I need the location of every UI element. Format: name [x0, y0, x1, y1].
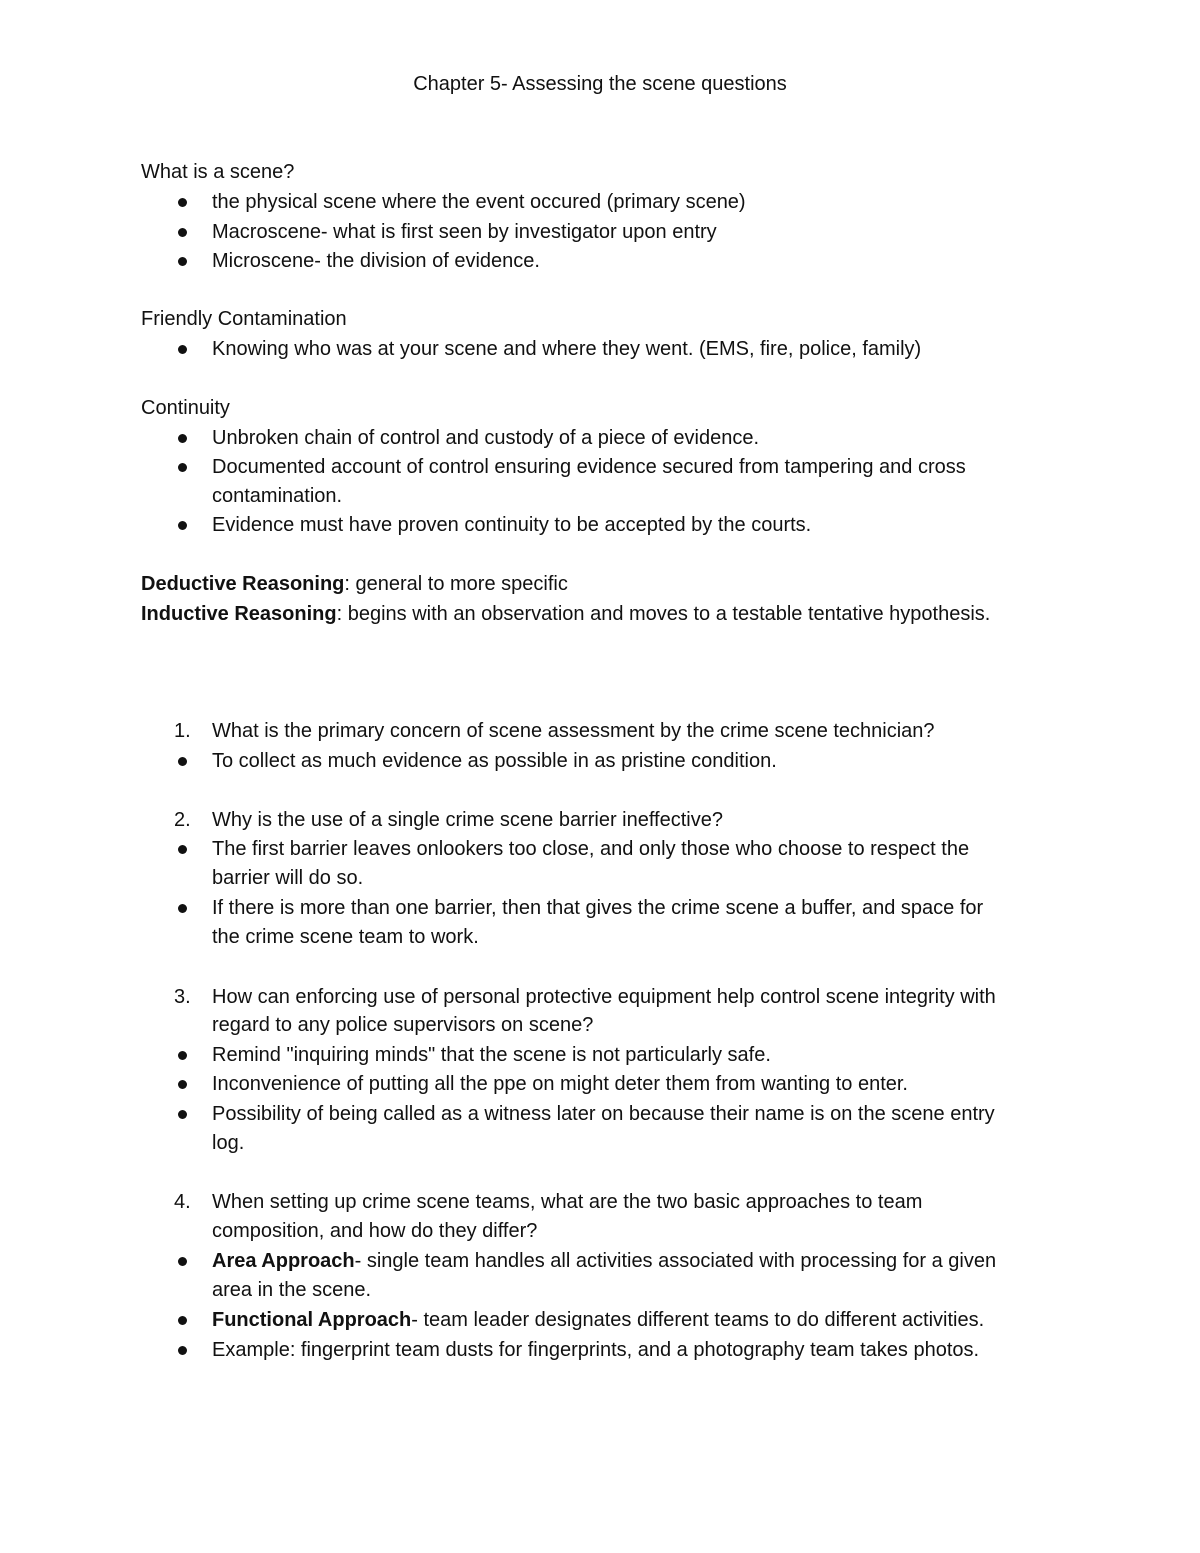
question-text: How can enforcing use of personal protective equipment help control scene integrity with — [212, 986, 996, 1008]
answer-continuation: log. — [212, 1132, 245, 1154]
answer-item: To collect as much evidence as possible in as pristine condition. — [212, 750, 777, 772]
bullet-icon — [178, 1257, 187, 1266]
answer-item — [212, 1249, 996, 1273]
answer-continuation: the crime scene team to work. — [212, 926, 479, 948]
bullet-icon — [178, 463, 187, 472]
list-item-continuation: contamination. — [212, 485, 343, 507]
answer-item: The first barrier leaves onlookers too close, and only those who choose to respect the — [212, 838, 970, 860]
answer-item — [212, 1308, 984, 1332]
bullet-icon — [178, 1080, 187, 1089]
deductive-reasoning — [141, 572, 568, 596]
question-text: When setting up crime scene teams, what are the two basic approaches to team — [212, 1191, 923, 1213]
bullet-icon — [178, 1346, 187, 1355]
list-item: Unbroken chain of control and custody of a piece of evidence. — [212, 427, 760, 449]
list-item: Macroscene- what is first seen by investigator upon entry — [212, 221, 717, 243]
answer-item: Remind "inquiring minds" that the scene is not particularly safe. — [212, 1044, 771, 1066]
answer-item: Inconvenience of putting all the ppe on might deter them from wanting to enter. — [212, 1073, 908, 1095]
functional-approach-term: Functional Approach — [212, 1309, 412, 1331]
question-text-continuation: regard to any police supervisors on scene? — [212, 1014, 594, 1036]
answer-item: Possibility of being called as a witness later on because their name is on the scene entry — [212, 1103, 995, 1125]
answer-continuation: barrier will do so. — [212, 867, 364, 889]
bullet-icon — [178, 228, 187, 237]
question-text: What is the primary concern of scene assessment by the crime scene technician? — [212, 720, 935, 742]
question-number: 4. — [174, 1191, 191, 1213]
bullet-icon — [178, 1110, 187, 1119]
bullet-icon — [178, 521, 187, 530]
bullet-icon — [178, 434, 187, 443]
question-number: 3. — [174, 986, 191, 1008]
question-text: Why is the use of a single crime scene barrier ineffective? — [212, 809, 723, 831]
list-item: Knowing who was at your scene and where they went. (EMS, fire, police, family) — [212, 338, 922, 360]
functional-approach-text: - team leader designates different teams to do different activities. — [411, 1309, 985, 1331]
page-title: Chapter 5- Assessing the scene questions — [413, 73, 787, 95]
section-heading-friendly: Friendly Contamination — [141, 308, 347, 330]
list-item: Microscene- the division of evidence. — [212, 250, 540, 272]
list-item: Documented account of control ensuring evidence secured from tampering and cross — [212, 456, 966, 478]
answer-item: Example: fingerprint team dusts for fingerprints, and a photography team takes photos. — [212, 1339, 980, 1361]
area-approach-text: - single team handles all activities associated with processing for a given — [354, 1250, 997, 1272]
bullet-icon — [178, 904, 187, 913]
list-item: Evidence must have proven continuity to be accepted by the courts. — [212, 514, 812, 536]
bullet-icon — [178, 1051, 187, 1060]
question-number: 1. — [174, 720, 191, 742]
list-item: the physical scene where the event occured (primary scene) — [212, 191, 746, 213]
inductive-reasoning — [141, 602, 990, 626]
answer-continuation: area in the scene. — [212, 1279, 371, 1301]
section-heading-continuity: Continuity — [141, 397, 230, 419]
question-number: 2. — [174, 809, 191, 831]
section-heading-scene: What is a scene? — [141, 161, 295, 183]
deductive-definition: : general to more specific — [344, 573, 568, 595]
bullet-icon — [178, 198, 187, 207]
answer-item: If there is more than one barrier, then that gives the crime scene a buffer, and space for — [212, 897, 984, 919]
area-approach-term: Area Approach — [212, 1250, 355, 1272]
bullet-icon — [178, 757, 187, 766]
question-text-continuation: composition, and how do they differ? — [212, 1220, 538, 1242]
bullet-icon — [178, 345, 187, 354]
bullet-icon — [178, 257, 187, 266]
deductive-term: Deductive Reasoning — [141, 573, 345, 595]
inductive-definition: : begins with an observation and moves to a testable tentative hypothesis. — [336, 603, 991, 625]
bullet-icon — [178, 845, 187, 854]
inductive-term: Inductive Reasoning — [141, 603, 337, 625]
bullet-icon — [178, 1316, 187, 1325]
